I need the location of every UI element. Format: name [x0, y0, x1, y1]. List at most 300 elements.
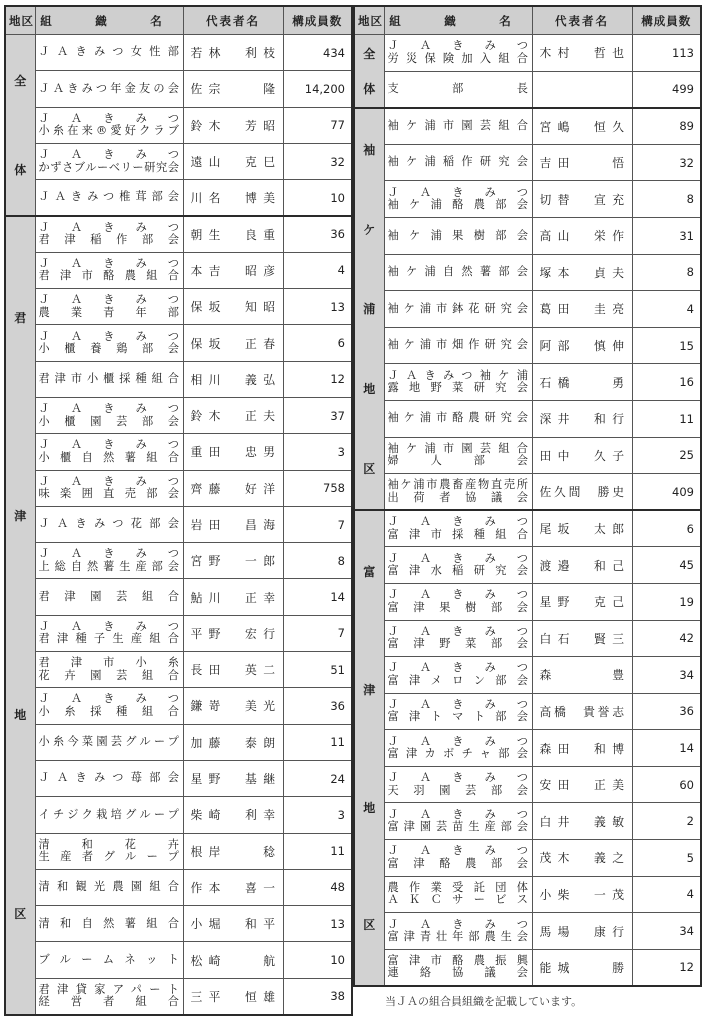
right-table	[353, 5, 702, 987]
header-count: 構成員数	[283, 6, 352, 35]
org-name-line: 袖ケ浦市園芸組合	[387, 118, 529, 132]
region-char: ケ	[363, 222, 376, 237]
org-name-line: ＪＡきみつ	[38, 619, 180, 633]
org-name-line: ＪＡきみつ	[387, 185, 529, 199]
org-name-line: ＪＡきみつ女性部	[38, 45, 180, 59]
org-name-line: 小糸今菜園芸グループ	[38, 735, 180, 749]
org-name	[35, 906, 183, 942]
header-org: 組 織 名	[35, 6, 183, 35]
member-count: 19	[632, 583, 701, 620]
region-char: 全	[363, 47, 376, 62]
org-name	[35, 325, 183, 361]
header-region: 地区	[5, 6, 35, 35]
org-name-line: ＪＡきみつ	[387, 771, 529, 785]
representative	[532, 547, 632, 584]
org-name	[384, 217, 532, 254]
region-char: 地	[14, 708, 27, 723]
representative	[532, 364, 632, 401]
representative	[183, 833, 283, 869]
representative-name: 高橋 貴誉志	[539, 704, 625, 719]
representative-name: 三平 恒雄	[190, 989, 276, 1004]
org-name	[384, 108, 532, 145]
org-name	[384, 181, 532, 218]
representative	[183, 470, 283, 506]
region-char: 区	[14, 906, 27, 921]
member-count: 7	[283, 506, 352, 542]
representative	[183, 216, 283, 252]
member-count: 4	[632, 876, 701, 913]
org-name	[384, 803, 532, 840]
org-name-line: 小櫃養鶏部会	[38, 342, 180, 356]
table-row	[354, 913, 701, 950]
org-name	[35, 506, 183, 542]
org-name-line: 富津市採種組合	[387, 527, 529, 541]
table-row	[354, 108, 701, 145]
member-count: 11	[283, 724, 352, 760]
representative	[183, 180, 283, 216]
member-count: 16	[632, 364, 701, 401]
org-name	[384, 730, 532, 767]
member-count: 14	[632, 730, 701, 767]
org-name	[384, 474, 532, 511]
header-region: 地区	[354, 6, 384, 35]
representative-name: 鎌嵜 美光	[190, 699, 276, 714]
table-row	[5, 506, 352, 542]
org-name-line: 君津園芸組合	[38, 589, 180, 603]
org-name-line: 小櫃園芸部会	[38, 414, 180, 428]
table-row	[5, 615, 352, 651]
table-row	[5, 543, 352, 579]
member-count: 758	[283, 470, 352, 506]
left-table	[4, 5, 353, 1016]
table-row	[354, 254, 701, 291]
representative	[183, 397, 283, 433]
representative-name: 小堀 和平	[190, 917, 276, 932]
org-name-line: ＪＡきみつ	[38, 438, 180, 452]
org-name	[35, 35, 183, 71]
member-count: 12	[632, 949, 701, 986]
org-name	[35, 615, 183, 651]
org-name	[35, 724, 183, 760]
representative-name: 長田 英二	[190, 663, 276, 678]
member-count: 4	[283, 252, 352, 288]
table-row	[354, 840, 701, 877]
table-row	[5, 216, 352, 252]
table-row	[354, 181, 701, 218]
member-count: 5	[632, 840, 701, 877]
org-name	[384, 437, 532, 474]
representative	[532, 766, 632, 803]
representative	[532, 400, 632, 437]
org-name-line: ＪＡきみつ	[387, 515, 529, 529]
member-count: 38	[283, 978, 352, 1014]
table-row	[354, 657, 701, 694]
org-name-line: ＪＡきみつ	[38, 293, 180, 307]
representative	[183, 143, 283, 179]
right-header-row	[354, 6, 701, 35]
header-count: 構成員数	[632, 6, 701, 35]
member-count: 36	[632, 693, 701, 730]
representative-name: 白井 義敏	[539, 814, 625, 829]
org-name-line: ＪＡきみつ	[387, 734, 529, 748]
representative-name: 切替 宣充	[539, 192, 625, 207]
table-row	[5, 470, 352, 506]
org-name	[384, 657, 532, 694]
member-count: 42	[632, 620, 701, 657]
org-name-line: ＡＫＣサービス	[387, 893, 529, 907]
org-name	[35, 579, 183, 615]
org-name-line: 花卉園芸組合	[38, 668, 180, 682]
region-label	[354, 510, 384, 986]
representative-name: 根岸 稔	[190, 844, 276, 859]
member-count: 14	[283, 579, 352, 615]
org-name-line: 清和観光農園組合	[38, 880, 180, 894]
representative	[532, 876, 632, 913]
table-row	[354, 437, 701, 474]
representative	[532, 474, 632, 511]
representative	[183, 688, 283, 724]
org-name-line: 君津稲作部会	[38, 233, 180, 247]
org-name-line: ＪＡきみつ	[38, 547, 180, 561]
member-count: 37	[283, 397, 352, 433]
representative-name: 若林 利枝	[190, 46, 276, 61]
table-row	[354, 583, 701, 620]
table-row	[5, 107, 352, 143]
representative-name: 宮野 一郎	[190, 554, 276, 569]
member-count: 89	[632, 108, 701, 145]
org-name	[384, 547, 532, 584]
representative	[183, 543, 283, 579]
representative	[183, 289, 283, 325]
representative	[532, 144, 632, 181]
region-char: 区	[363, 461, 376, 476]
representative	[532, 657, 632, 694]
org-name	[35, 833, 183, 869]
right-body	[354, 35, 701, 986]
org-name	[384, 144, 532, 181]
table-row	[5, 652, 352, 688]
representative	[532, 913, 632, 950]
org-name-line: 富津野菜部会	[387, 637, 529, 651]
org-name-line: 袖ケ浦果樹部会	[387, 228, 529, 242]
member-count: 4	[632, 291, 701, 328]
member-count: 32	[283, 143, 352, 179]
table-row	[5, 252, 352, 288]
org-name-line: ＪＡきみつ	[38, 111, 180, 125]
representative-name: 相川 義弘	[190, 372, 276, 387]
org-name-line: ＪＡきみつ	[387, 844, 529, 858]
table-row	[5, 833, 352, 869]
member-count: 48	[283, 869, 352, 905]
org-name-line: 君津種子生産組合	[38, 632, 180, 646]
org-name-line: 経営者組合	[38, 995, 180, 1009]
representative-name: 保坂 知昭	[190, 300, 276, 315]
member-count: 45	[632, 547, 701, 584]
representative-name: 佐久間 勝史	[539, 485, 625, 500]
representative	[183, 434, 283, 470]
representative-name: 深井 和行	[539, 412, 625, 427]
org-name	[35, 361, 183, 397]
representative	[532, 108, 632, 145]
member-count: 24	[283, 760, 352, 796]
org-name-line: ＪＡきみつ	[387, 588, 529, 602]
org-name	[35, 869, 183, 905]
table-row	[5, 361, 352, 397]
member-count: 8	[283, 543, 352, 579]
org-name	[35, 107, 183, 143]
table-row	[5, 397, 352, 433]
member-count: 25	[632, 437, 701, 474]
org-name	[35, 543, 183, 579]
table-row	[5, 35, 352, 71]
member-count: 2	[632, 803, 701, 840]
org-name-line: 君津市酪農組合	[38, 269, 180, 283]
table-row	[5, 942, 352, 978]
org-name-line: 連絡協議会	[387, 966, 529, 980]
representative-name: 木村 哲也	[539, 46, 625, 61]
org-name-line: 出荷者協議会	[387, 490, 529, 504]
org-name	[35, 180, 183, 216]
representative-name: 安田 正美	[539, 778, 625, 793]
table-row	[354, 400, 701, 437]
org-name-line: 袖ケ浦酪農部会	[387, 198, 529, 212]
member-count: 7	[283, 615, 352, 651]
representative-name: 宮嶋 恒久	[539, 119, 625, 134]
table-row	[5, 434, 352, 470]
org-name-line: 袖ケ浦稲作研究会	[387, 155, 529, 169]
org-name-line: ＪＡきみつ	[387, 661, 529, 675]
representative	[532, 620, 632, 657]
left-header-row	[5, 6, 352, 35]
org-name-line: 小櫃自然薯組合	[38, 450, 180, 464]
member-count: 8	[632, 254, 701, 291]
table-row	[5, 579, 352, 615]
org-name-line: 袖ケ浦市園芸組合	[387, 441, 529, 455]
representative	[183, 797, 283, 833]
org-name	[384, 364, 532, 401]
region-char: 富	[363, 564, 376, 579]
org-name	[384, 583, 532, 620]
member-count: 6	[283, 325, 352, 361]
header-rep: 代表者名	[532, 6, 632, 35]
representative	[183, 35, 283, 71]
member-count: 11	[632, 400, 701, 437]
org-name	[35, 797, 183, 833]
region-label	[5, 35, 35, 216]
table-row	[5, 688, 352, 724]
org-name-line: 富津メロン部会	[387, 673, 529, 687]
region-char: 袖	[363, 143, 376, 158]
org-name	[384, 291, 532, 328]
org-name	[35, 71, 183, 107]
member-count: 34	[632, 657, 701, 694]
org-name-line: 袖ケ浦自然薯部会	[387, 265, 529, 279]
org-name-line: ＪＡきみつ	[387, 807, 529, 821]
representative	[183, 760, 283, 796]
representative	[532, 583, 632, 620]
representative-name: 遠山 克巳	[190, 155, 276, 170]
org-name	[35, 397, 183, 433]
org-name	[35, 216, 183, 252]
member-count: 499	[632, 71, 701, 108]
member-count: 12	[283, 361, 352, 397]
org-name-line: 天羽園芸部会	[387, 783, 529, 797]
org-name	[35, 652, 183, 688]
region-char: 浦	[363, 302, 376, 317]
region-char: 地	[363, 382, 376, 397]
org-name-line: 生産者グループ	[38, 850, 180, 864]
region-char: 地	[363, 800, 376, 815]
table-row	[354, 693, 701, 730]
table-row	[5, 143, 352, 179]
org-name-line: 袖ケ浦市畑作研究会	[387, 338, 529, 352]
representative	[183, 942, 283, 978]
org-name-line: 支部長	[387, 81, 529, 95]
representative	[183, 506, 283, 542]
representative-name: 重田 忠男	[190, 445, 276, 460]
region-char: 区	[363, 918, 376, 933]
region-label	[354, 35, 384, 108]
org-name-line: ＪＡきみつ	[38, 692, 180, 706]
representative-name: 松崎 航	[190, 953, 276, 968]
table-row	[5, 978, 352, 1014]
table-row	[5, 724, 352, 760]
table-row	[5, 906, 352, 942]
org-name-line: 農作業受託団体	[387, 880, 529, 894]
representative	[532, 71, 632, 108]
org-name-line: 富津青壮年部農生会	[387, 930, 529, 944]
org-name	[384, 766, 532, 803]
member-count: 10	[283, 180, 352, 216]
org-name-line: ＪＡきみつ	[387, 39, 529, 53]
representative	[183, 978, 283, 1014]
representative-name: 鮎川 正幸	[190, 590, 276, 605]
table-row	[354, 510, 701, 547]
org-name	[35, 434, 183, 470]
representative	[532, 35, 632, 72]
representative	[532, 327, 632, 364]
representative-name: 渡邉 和己	[539, 558, 625, 573]
representative-name: 小柴 一茂	[539, 887, 625, 902]
org-name	[384, 400, 532, 437]
representative-name: 森田 和博	[539, 741, 625, 756]
representative-name: 森 豊	[539, 668, 625, 683]
representative-name: 鈴木 芳昭	[190, 118, 276, 133]
org-name-line: ＪＡきみつ	[38, 474, 180, 488]
org-name	[384, 693, 532, 730]
member-count: 11	[283, 833, 352, 869]
representative-name: 茂木 義之	[539, 851, 625, 866]
org-name	[35, 143, 183, 179]
table-row	[5, 180, 352, 216]
org-name-line: 富津市酪農振興	[387, 953, 529, 967]
region-label	[5, 216, 35, 1015]
representative-name: 塚本 貞夫	[539, 265, 625, 280]
org-name-line: ＪＡきみつ	[38, 148, 180, 162]
representative-name: 作本 喜一	[190, 880, 276, 895]
table-row	[5, 325, 352, 361]
org-name	[384, 254, 532, 291]
org-name-line: 君津貸家アパート	[38, 982, 180, 996]
org-name-line: 農業青年部	[38, 305, 180, 319]
member-count: 14,200	[283, 71, 352, 107]
representative-name: 尾坂 太郎	[539, 522, 625, 537]
representative	[183, 652, 283, 688]
representative-name: 岩田 昌海	[190, 518, 276, 532]
representative	[183, 869, 283, 905]
org-name	[384, 620, 532, 657]
representative	[532, 217, 632, 254]
org-name-line: 袖ケ浦市酪農研究会	[387, 411, 529, 425]
representative-name: 佐宗 隆	[190, 82, 276, 97]
representative	[183, 252, 283, 288]
org-name-line: ＪＡきみつ	[387, 917, 529, 931]
org-name	[35, 289, 183, 325]
org-name	[384, 913, 532, 950]
org-name	[35, 252, 183, 288]
member-count: 3	[283, 797, 352, 833]
org-name-line: ＪＡきみつ苺部会	[38, 771, 180, 785]
org-name-line: ＪＡきみつ	[38, 256, 180, 270]
table-row	[354, 144, 701, 181]
org-name-line: ＪＡきみつ袖ケ浦	[387, 368, 529, 382]
representative	[532, 803, 632, 840]
org-name	[35, 942, 183, 978]
org-name-line: 露地野菜研究会	[387, 381, 529, 395]
table-row	[354, 474, 701, 511]
region-char: 君	[14, 310, 27, 325]
representative-name: 齊藤 好洋	[190, 481, 276, 496]
member-count: 34	[632, 913, 701, 950]
org-name-line: ＪＡきみつ	[38, 220, 180, 234]
member-count: 3	[283, 434, 352, 470]
org-name	[384, 327, 532, 364]
representative	[532, 510, 632, 547]
table-row	[354, 766, 701, 803]
org-name-line: ブルームネット	[38, 952, 180, 966]
table-row	[5, 71, 352, 107]
table-row	[354, 291, 701, 328]
org-name-line: 君津市小櫃採種組合	[38, 372, 180, 386]
table-row	[354, 803, 701, 840]
region-char: 体	[14, 162, 27, 177]
table-row	[354, 620, 701, 657]
region-label	[354, 108, 384, 511]
org-name-line: 小糸採種組合	[38, 704, 180, 718]
org-name-line: イチジク栽培グループ	[38, 807, 180, 821]
representative-name: 川名 博美	[190, 191, 276, 206]
representative-name: 白石 賢三	[539, 631, 625, 646]
representative-name: 葛田 圭亮	[539, 302, 625, 317]
representative-name: 能城 勝	[539, 960, 625, 975]
org-name	[384, 71, 532, 108]
representative	[532, 437, 632, 474]
region-char: 全	[14, 74, 27, 89]
representative-name: 石橋 勇	[539, 375, 625, 390]
member-count: 113	[632, 35, 701, 72]
member-count: 8	[632, 181, 701, 218]
org-name	[35, 978, 183, 1014]
representative	[532, 730, 632, 767]
org-name-line: 清和花卉	[38, 837, 180, 851]
representative	[183, 615, 283, 651]
org-name	[384, 510, 532, 547]
table-row	[354, 949, 701, 986]
org-name-line: かずさブルーベリー研究会	[38, 160, 180, 174]
org-name-line: ＪＡきみつ	[38, 402, 180, 416]
header-org: 組 織 名	[384, 6, 532, 35]
org-name-line: 労災保険加入組合	[387, 51, 529, 65]
